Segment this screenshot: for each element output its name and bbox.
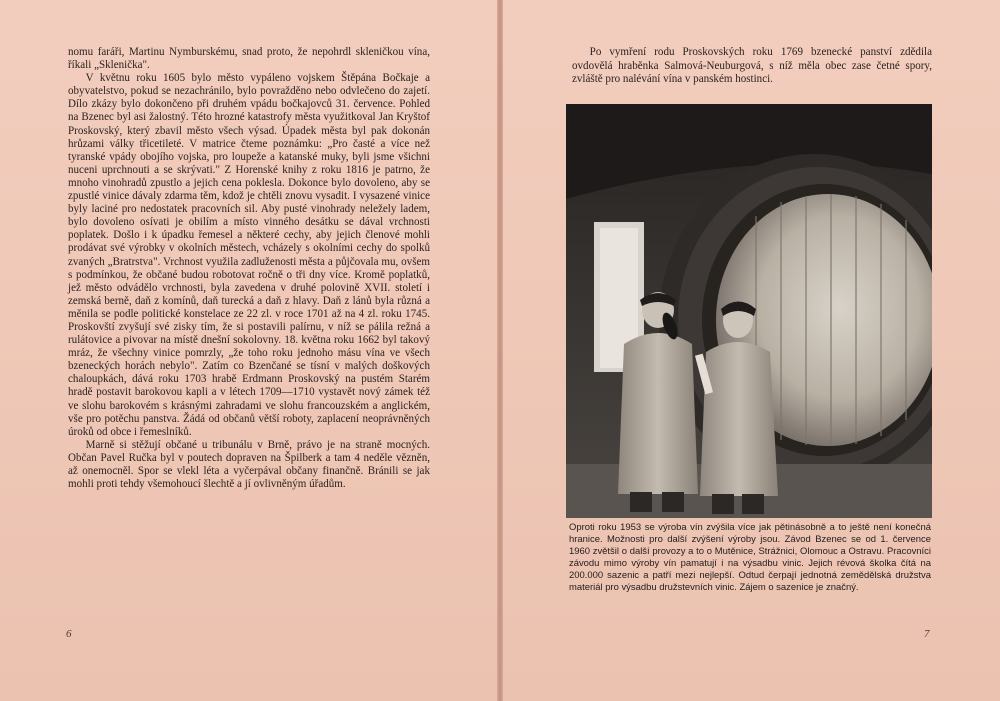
photo-illustration (566, 104, 932, 518)
left-body-text (68, 46, 430, 491)
left-paragraph-1: nomu faráři, Martinu Nymburskému, snad proto, že nepohrdl skleničkou vína, říkali „Sklenička". (68, 46, 430, 72)
photo-caption: Oproti roku 1953 se výroba vín zvýšila více jak pětinásobně a to ještě není konečná hranice. Možnosti pro další zvýšení výroby jsou. Závod Bzenec se od 1. července 1960 zvětšil o další provozy a to o Mutěnice, Strážnici, Olomouc a Ostravu. Pracovníci závodu mimo výroby vín pamatují i na výsadbu vinic. Jejich révová školka čítá na 200.000 sazenic a patří mezi nejlepší. Odtud čerpají jednotná zemědělská družstva materiál pro výsadbu družstevních vinic. Zájem o sazenice je značný. (569, 522, 931, 594)
left-paragraph-3: Marně si stěžují občané u tribunálu v Brně, právo je na straně mocných. Občan Pavel Ručka byl v poutech dopraven na Špilberk a tam 4 neděle vězněn, až onemocněl. Spor se vlekl léta a vyčerpával občany finančně. Bránili se jak mohli proti tehdy všemohoucí šlechtě a jí ovlivněným úřadům. (68, 438, 430, 491)
right-intro-paragraph: Po vymření rodu Proskovských roku 1769 bzenecké panství zdědila ovdovělá hraběnka Salmová-Neuburgová, s níž měla obec zase četné spory, zvláště pro nalévání vína v panském hostinci. (572, 46, 932, 86)
wine-cellar-photo (566, 104, 932, 518)
left-page-number: 6 (66, 628, 72, 640)
left-page (0, 0, 497, 701)
right-page-number: 7 (924, 628, 930, 640)
left-paragraph-2: V květnu roku 1605 bylo město vypáleno vojskem Štěpána Bočkaje a obyvatelstvo, pokud se nezachránilo, bylo povražděno nebo odvlečeno do zajetí. Dílo zkázy bylo dokončeno při druhém vpádu bočkajovců 31. července. Pohled na Bzenec byl asi žalostný. Této hrozné katastrofy města využitkoval Jan Kryštof Proskovský, který zbavil město všech výsad. Úpadek města byl pak dokonán hrůzami války třicetileté. V matrice čteme poznámku: „Pro časté a více než tyranské vpády obojího vojska, pro loupeže a katanské muky, byli jsme všichni nuceni uprchnouti a se skrývati." Z Horenské knihy z roku 1816 je patrno, že mnoho vinohradů zpustlo a jejich cena poklesla. Dokonce bylo dovoleno, aby se zpustlé vinice dávaly zdarma těm, kdož je chtěli znovu vysadit. I vysazené vinice byly laciné pro nedostatek pracovních sil. Aby pusté vinohrady neležely ladem, bylo dovoleno osívati je obilím a místo vinného desátku se dával vrchnosti poplatek. Došlo i k úpadku řemesel a některé cechy, aby jejich členové mohli prodávat své výrobky v okolních městech, vcházely s okolními cechy do spolků zvaných „Bratrstva". Vrchnost využila zadluženosti města a půjčovala mu, ovšem s podmínkou, že občané budou robotovat ročně o tři dny více. Kromě poplatků, jež město odvádělo vrchnosti, byla zavedena v druhé polovině XVII. století i zemská berně, daň z komínů, daň turecká a daň z hlavy. Daň z lánů byla různá a měnila se podle politické konstelace ze 22 zl. v roce 1701 až na 4 zl. roku 1745. Proskovští zvyšují své zisky tím, že si postavili palírnu, v níž se pálila režná a rulátovice a pivovar na místě dnešní sokolovny. 18. května roku 1662 byl takový mráz, že všechny vinice pomrzly, „že toho roku jednoho másu vína ve všech bzeneckých horách nebylo". Zatím co Bzenčané se tísní v malých doškových chaloupkách, dává roku 1703 hrabě Erdmann Proskovský na pustém Starém hradě postavit barokovou kapli a v létech 1709—1710 vystavět nový zámek též ve slohu barokovém s krásnými zahradami ve slohu francouzském a anglickém, vše pro potěchu panstva. Žádá od občanů větší roboty, zaplacení neoprávněných úroků od obce i řemeslníků. (68, 72, 430, 438)
